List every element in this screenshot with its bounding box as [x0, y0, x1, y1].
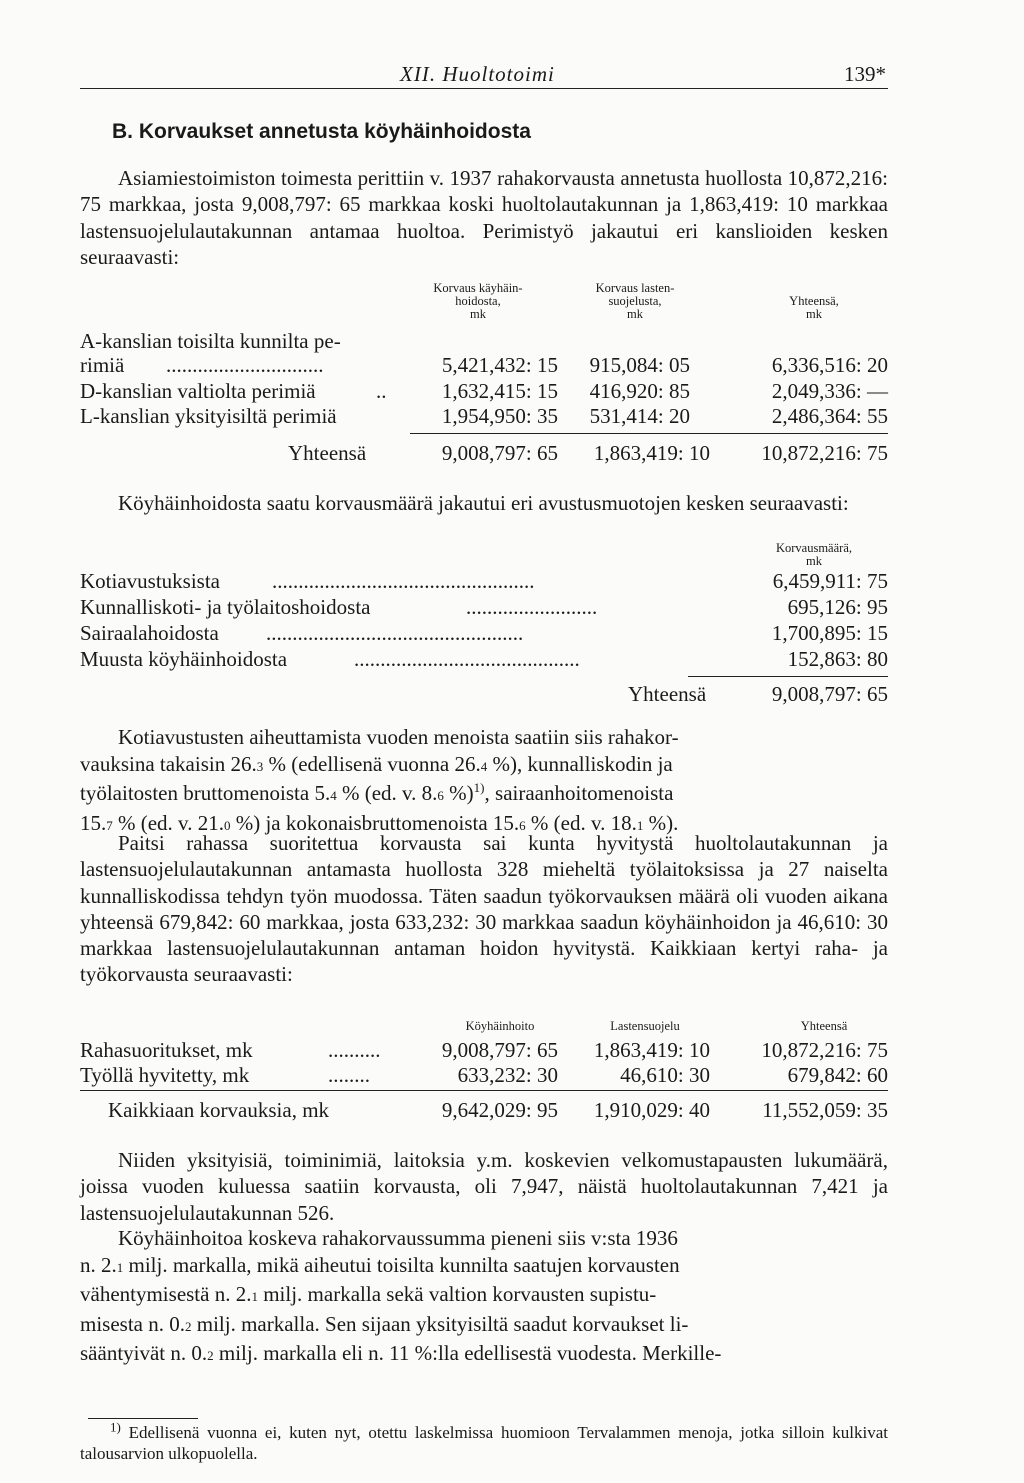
p3-l2a: vauksina takaisin 26. — [80, 751, 257, 776]
p3-l2e: %), kunnalliskodin ja — [487, 751, 673, 776]
t1-row2-dots: .. — [376, 379, 387, 403]
footnote-mark: 1) — [110, 1419, 121, 1435]
t3-total-v1: 9,642,029: 95 — [441, 1098, 558, 1122]
table-row — [80, 378, 888, 404]
paragraph-4-text: Paitsi rahassa suoritettua korvausta sai kunta hyvitystä huoltolautakunnan ja lastensuojelulautakunnan antamasta huollosta 328 mieheltä työlaitoksissa ja 27 naiselta kunnalliskodissa tehdyn työn muodossa. Täten saadun työkorvauksen määrä oli vuoden aikana yhteensä 679,842: 60 markkaa, josta 633,232: 30 markkaa saadun köyhäinhoidon ja 46,610: 30 markkaa lastensuojelulautakunnan antaman hoidon hyvitystä. Kaikkiaan kertyi raha- ja työkorvausta seuraavasti: — [80, 831, 888, 987]
p3-l3g: , sairaanhoitomenoista — [484, 781, 674, 805]
p3-l3c: % (ed. v. 8. — [336, 781, 438, 805]
t3-total-row — [80, 1097, 888, 1123]
p6-l4a: misesta n. 0. — [80, 1311, 185, 1336]
t1-header-3: Yhteensä, mk — [789, 294, 839, 321]
t1-row2-v1: 1,632,415: 15 — [441, 379, 558, 403]
p3-l4h: 1 — [636, 817, 644, 833]
t3-row1-label: Rahasuoritukset, mk — [80, 1038, 253, 1062]
t3-row1-v2: 1,863,419: 10 — [593, 1038, 710, 1062]
p6-l3b: 1 — [251, 1289, 258, 1304]
footnote-ref: 1) — [473, 780, 485, 795]
p6-l1: Köyhäinhoitoa koskeva rahakorvaussumma pieneni siis v:sta 1936 — [118, 1226, 678, 1250]
t2-total-row — [80, 681, 888, 707]
footnote — [80, 1419, 888, 1464]
t2-row4-dots: ........................................... — [354, 647, 580, 671]
p3-l3a: työlaitosten bruttomenoista 5. — [80, 781, 331, 805]
t3-row2-label: Työllä hyvitetty, mk — [80, 1063, 250, 1087]
t2-row3-dots: ................................................. — [266, 621, 524, 645]
paragraph-5-text: Niiden yksityisiä, toiminimiä, laitoksia y.m. koskevien velkomustapausten lukumäärä, joissa vuoden kuluessa saatiin korvausta, oli 7,947, näistä huoltolautakunnan 7,421 ja lastensuojelulautakunnan 526. — [80, 1148, 888, 1225]
p6-l4b: 2 — [185, 1318, 192, 1334]
t1-row2-v2: 416,920: 85 — [589, 379, 690, 403]
t1-row1-dots: .............................. — [166, 353, 324, 377]
p6-l3c: milj. markalla sekä valtion korvausten supistu- — [257, 1282, 657, 1306]
table-row — [80, 352, 888, 378]
t1-header-2: Korvaus lasten- suojelusta, mk — [595, 281, 675, 321]
p6-l2a: n. 2. — [80, 1252, 117, 1277]
t1-row3-v1: 1,954,950: 35 — [441, 404, 558, 428]
p6-l5b: 2 — [207, 1348, 214, 1363]
t1-row-label-start — [80, 328, 888, 354]
p6-l5a: sääntyivät n. 0. — [80, 1341, 208, 1365]
paragraph-5 — [80, 1147, 888, 1226]
t2-header: Korvausmäärä, mk — [775, 541, 852, 568]
intro-text: Asiamiestoimiston toimesta perittiin v. 1937 rahakorvausta annetusta huollosta 10,872,216: 75 markkaa, josta 9,008,797: 65 markkaa koski huoltolautakunnan ja 1,863,419: 10 markkaa lastensuojelulautakunnan antamaa huoltoa. Perimistyö jakautui eri kanslioiden kesken seuraavasti: — [80, 166, 888, 269]
t1-row1-v3: 6,336,516: 20 — [771, 353, 888, 377]
t3-header-2: Lastensuojelu — [610, 1019, 680, 1033]
table-row — [80, 620, 888, 646]
p3-l4c: % (ed. v. 21. — [112, 810, 224, 835]
t3-row2-dots: ........ — [328, 1063, 370, 1087]
t3-total-v2: 1,910,029: 40 — [593, 1098, 710, 1122]
p6-l3a: vähentymisestä n. 2. — [80, 1282, 252, 1306]
paragraph-2-text: Köyhäinhoidosta saatu korvausmäärä jakautui eri avustusmuotojen kesken seuraavasti: — [118, 491, 849, 515]
t1-row3-v3: 2,486,364: 55 — [771, 404, 888, 428]
t3-row1-v1: 9,008,797: 65 — [441, 1038, 558, 1062]
p3-l3d: 6 — [437, 788, 444, 803]
t3-row2-v2: 46,610: 30 — [620, 1063, 710, 1087]
t3-row1-dots: .......... — [328, 1038, 381, 1062]
section-title: B. Korvaukset annetusta köyhäinhoidosta — [112, 120, 531, 143]
p3-l4a: 15. — [80, 810, 107, 835]
t1-row0-label: A-kanslian toisilta kunnilta pe- — [80, 329, 341, 353]
p3-l4d: 0 — [223, 817, 231, 833]
t1-total-rule — [410, 433, 888, 434]
t2-row1-dots: .................................................. — [272, 569, 535, 593]
table-row — [80, 403, 888, 429]
t2-total-rule — [688, 676, 888, 677]
t3-header-1: Köyhäinhoito — [465, 1019, 535, 1033]
p6-l2b: 1 — [116, 1259, 124, 1275]
paragraph-3 — [80, 724, 888, 839]
chapter-title: XII. Huoltotoimi — [400, 62, 555, 86]
p6-l2c: milj. markalla, mikä aiheutui toisilta kunnilta saatujen korvausten — [123, 1252, 680, 1277]
table-row — [80, 1037, 888, 1063]
t2-row1-label: Kotiavustuksista — [80, 569, 220, 593]
p6-l5c: milj. markalla eli n. 11 %:lla edellisestä vuodesta. Merkille- — [213, 1341, 722, 1365]
p3-l2d: 4 — [480, 758, 488, 774]
t2-row4-value: 152,863: 80 — [787, 647, 888, 671]
t1-row3-v2: 531,414: 20 — [589, 404, 690, 428]
t2-row3-value: 1,700,895: 15 — [771, 621, 888, 645]
t1-row3-label: L-kanslian yksityisiltä perimiä — [80, 404, 337, 428]
intro-paragraph — [80, 165, 888, 270]
t1-total-row — [80, 440, 888, 466]
t2-row1-value: 6,459,911: 75 — [772, 569, 888, 593]
t1-row1-v1: 5,421,432: 15 — [441, 353, 558, 377]
p3-l2c: % (edellisenä vuonna 26. — [263, 751, 481, 776]
t1-total-v1: 9,008,797: 65 — [441, 441, 558, 465]
paragraph-2 — [80, 490, 888, 516]
table-row — [80, 568, 888, 594]
t1-row1-label: rimiä — [80, 353, 125, 377]
p3-l4f: 6 — [519, 817, 526, 833]
t2-row2-label: Kunnalliskoti- ja työlaitoshoidosta — [80, 595, 371, 619]
table-row — [80, 594, 888, 620]
t2-total-label: Yhteensä — [628, 682, 707, 706]
t2-row3-label: Sairaalahoidosta — [80, 621, 219, 645]
table-row — [80, 646, 888, 672]
p3-l4i: %). — [643, 810, 679, 835]
t2-row2-value: 695,126: 95 — [787, 595, 888, 619]
t1-header-1: Korvaus käyhäin- hoidosta, mk — [433, 281, 523, 321]
t1-total-v2: 1,863,419: 10 — [593, 441, 710, 465]
p3-line-1: Kotiavustusten aiheuttamista vuoden menoista saatiin siis rahakor- — [118, 725, 679, 749]
t1-row2-label: D-kanslian valtiolta perimiä — [80, 379, 316, 403]
t3-total-v3: 11,552,059: 35 — [762, 1098, 888, 1122]
t2-row4-label: Muusta köyhäinhoidosta — [80, 647, 288, 671]
footnote-text: Edellisenä vuonna ei, kuten nyt, otettu laskelmissa huomioon Tervalammen menoja, jotka silloin kulkivat talousarvion ulkopuolella. — [80, 1423, 888, 1463]
table-row — [80, 1062, 888, 1088]
t3-row2-v1: 633,232: 30 — [457, 1063, 558, 1087]
p3-l2b: 3 — [256, 758, 264, 774]
t1-row2-v3: 2,049,336: — — [771, 379, 888, 403]
t3-row2-v3: 679,842: 60 — [787, 1063, 888, 1087]
paragraph-6 — [80, 1225, 888, 1370]
page-number: 139* — [844, 62, 886, 86]
p3-l3b: 4 — [330, 788, 337, 803]
t1-total-label: Yhteensä — [288, 441, 367, 465]
footnote-rule — [88, 1418, 198, 1419]
t2-row2-dots: ......................... — [466, 595, 598, 619]
t1-row1-v2: 915,084: 05 — [589, 353, 690, 377]
t3-total-label: Kaikkiaan korvauksia, mk — [108, 1098, 330, 1122]
t1-total-v3: 10,872,216: 75 — [761, 441, 888, 465]
p3-l4g: % (ed. v. 18. — [525, 810, 637, 835]
t3-total-rule — [80, 1090, 888, 1091]
page-header — [80, 60, 888, 89]
t3-row1-v3: 10,872,216: 75 — [761, 1038, 888, 1062]
t2-total-value: 9,008,797: 65 — [771, 682, 888, 706]
p3-l4b: 7 — [106, 817, 113, 833]
p6-l4c: milj. markalla. Sen sijaan yksityisiltä saadut korvaukset li- — [191, 1311, 689, 1336]
p3-l3e: %) — [443, 781, 474, 805]
p3-l4e: %) ja kokonaisbruttomenoista 15. — [230, 810, 520, 835]
t3-header-3: Yhteensä — [800, 1019, 848, 1033]
paragraph-4 — [80, 830, 888, 988]
